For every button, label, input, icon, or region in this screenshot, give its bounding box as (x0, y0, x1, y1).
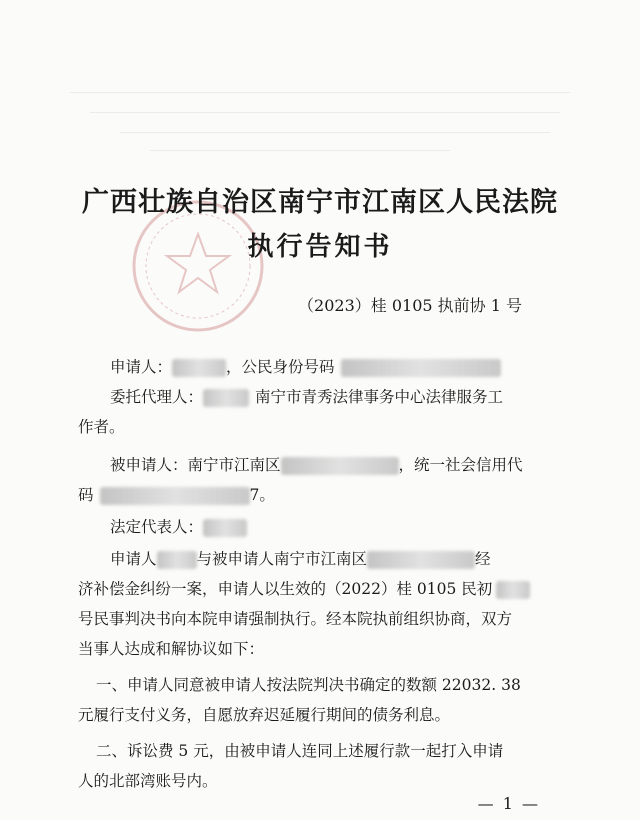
show-through-line (90, 112, 560, 113)
redaction (496, 581, 530, 599)
legal-rep-line (110, 512, 247, 542)
narrative-text: 申请人 (110, 550, 157, 568)
case-number: （2023）桂 0105 执前协 1 号 (298, 296, 522, 315)
respondent-credit-label-2: 码 (78, 486, 94, 504)
legal-rep-label: 法定代表人： (110, 518, 204, 536)
agreement-item-2-cont: 人的北部湾账号内。 (78, 772, 218, 790)
document-title: 执行告知书 (247, 232, 393, 262)
agent-line-cont: 作者。 (78, 418, 125, 436)
agreement-item-1: 一、申请人同意被申请人按法院判决书确定的数额 22032. 38 (96, 676, 521, 694)
redaction (281, 457, 399, 475)
show-through-line (150, 150, 450, 151)
respondent-credit-tail: 7。 (249, 486, 275, 504)
narrative-line-2 (78, 574, 530, 604)
redaction (367, 551, 475, 569)
show-through-line (120, 132, 550, 133)
narrative-line-3: 号民事判决书向本院申请强制执行。经本院执前组织协商，双方 (78, 610, 513, 628)
respondent-label: 被申请人：南宁市江南区 (110, 456, 281, 474)
narrative-text: 经 (475, 550, 491, 568)
narrative-line-4: 当事人达成和解协议如下： (78, 640, 265, 658)
redaction (203, 389, 249, 407)
agreement-item-1-cont: 元履行支付义务，自愿放弃迟延履行期间的债务利息。 (78, 706, 451, 724)
agent-label: 委托代理人： (110, 388, 204, 406)
redaction (157, 551, 197, 569)
narrative-text: 与被申请人南宁市江南区 (196, 550, 368, 568)
narrative-text: 济补偿金纠纷一案，申请人以生效的（2022）桂 0105 民初 (78, 580, 493, 598)
redaction (172, 359, 226, 377)
page-number: — 1 — (477, 794, 540, 813)
show-through-line (70, 92, 570, 93)
applicant-id-label: ，公民身份号码 (226, 358, 335, 376)
redaction (203, 519, 247, 537)
redaction (100, 487, 250, 505)
agreement-item-2: 二、诉讼费 5 元，由被申请人连同上述履行款一起打入申请 (96, 742, 504, 760)
agent-description: 南宁市青秀法律事务中心法律服务工 (255, 388, 504, 406)
respondent-credit-label: ，统一社会信用代 (398, 456, 523, 474)
redaction (341, 359, 501, 377)
respondent-credit-line (78, 480, 275, 510)
court-name: 广西壮族自治区南宁市江南区人民法院 (82, 187, 558, 218)
narrative-line-1 (110, 544, 491, 574)
applicant-label: 申请人： (110, 358, 173, 376)
respondent-line (110, 450, 523, 480)
agent-line (110, 382, 503, 412)
applicant-line (110, 352, 501, 382)
